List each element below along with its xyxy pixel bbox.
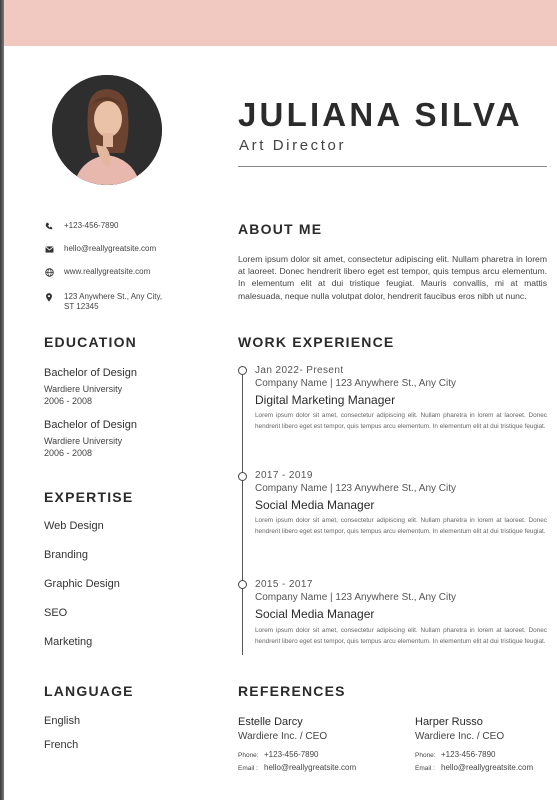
education-degree: Bachelor of Design xyxy=(44,419,137,431)
expertise-item: Branding xyxy=(44,549,89,561)
reference-email-value[interactable]: hello@reallygreatsite.com xyxy=(441,763,534,772)
timeline-line xyxy=(242,371,243,655)
contact-phone-text: +123-456-7890 xyxy=(64,221,119,230)
envelope-icon xyxy=(44,244,54,254)
phone-icon xyxy=(44,221,54,231)
education-degree: Bachelor of Design xyxy=(44,367,137,379)
location-pin-icon xyxy=(44,292,54,302)
expertise-item: SEO xyxy=(44,607,68,619)
reference-phone-value: +123-456-7890 xyxy=(441,750,496,759)
job-description: Lorem ipsum dolor sit amet, consectetur adipiscing elit. Nullam pharetra in lorem at laoreet. Donec hendrerit libero eget est tempor, quis tempus arcu elementum. In elementum elit at dui tristique feugiat. xyxy=(255,627,547,645)
job-title: Social Media Manager xyxy=(255,498,375,512)
candidate-name: JULIANA SILVA xyxy=(238,96,523,133)
references-heading: REFERENCES xyxy=(238,683,346,699)
work-heading: WORK EXPERIENCE xyxy=(238,334,395,350)
education-school: Wardiere University xyxy=(44,436,123,446)
language-item: French xyxy=(44,739,79,751)
about-text: Lorem ipsum dolor sit amet, consectetur adipiscing elit. Nullam pharetra in lorem at laoreet. Donec hendrerit libero eget est tempor, quis tempus arcu elementum. In elementum elit at dui tristique feugiat. Mauris convallis, mi at mattis malesuada, neque nulla volutpat dolor, hendrerit faucibus eros nibh ut nunc. xyxy=(238,254,547,301)
contact-address-text xyxy=(64,292,162,312)
timeline-dot xyxy=(238,580,247,589)
address-line-1: 123 Anywhere St., Any City, xyxy=(64,292,163,301)
reference-phone xyxy=(238,750,319,759)
timeline-dot xyxy=(238,472,247,481)
reference-company: Wardiere Inc. / CEO xyxy=(238,731,328,742)
contact-website xyxy=(44,267,150,277)
candidate-role: Art Director xyxy=(239,137,347,154)
contact-website-text[interactable]: www.reallygreatsite.com xyxy=(64,267,151,276)
job-company: Company Name | 123 Anywhere St., Any City xyxy=(255,378,457,389)
education-school: Wardiere University xyxy=(44,384,123,394)
job-title: Social Media Manager xyxy=(255,607,375,621)
expertise-heading: EXPERTISE xyxy=(44,489,134,505)
job-company: Company Name | 123 Anywhere St., Any City xyxy=(255,483,457,494)
reference-phone xyxy=(415,750,496,759)
profile-photo xyxy=(52,75,162,185)
page-edge-shadow xyxy=(0,0,4,800)
address-line-2: ST 12345 xyxy=(64,302,99,311)
contact-phone xyxy=(44,221,119,231)
job-title: Digital Marketing Manager xyxy=(255,393,396,407)
contact-address xyxy=(44,292,162,312)
reference-phone-value: +123-456-7890 xyxy=(264,750,319,759)
job-date: 2017 - 2019 xyxy=(255,470,313,481)
header-color-band xyxy=(4,0,557,46)
reference-email-value[interactable]: hello@reallygreatsite.com xyxy=(264,763,357,772)
education-heading: EDUCATION xyxy=(44,334,137,350)
language-item: English xyxy=(44,715,81,727)
timeline-dot xyxy=(238,366,247,375)
expertise-item: Web Design xyxy=(44,520,104,532)
reference-phone-label: Phone: xyxy=(415,752,436,759)
reference-email xyxy=(415,763,533,772)
reference-phone-label: Phone: xyxy=(238,752,259,759)
reference-name: Estelle Darcy xyxy=(238,716,303,728)
expertise-item: Graphic Design xyxy=(44,578,120,590)
reference-email xyxy=(238,763,356,772)
education-years: 2006 - 2008 xyxy=(44,396,93,406)
job-description: Lorem ipsum dolor sit amet, consectetur adipiscing elit. Nullam pharetra in lorem at laoreet. Donec hendrerit libero eget est tempor, quis tempus arcu elementum. In elementum elit at dui tristique feugiat. xyxy=(255,517,547,535)
contact-email xyxy=(44,244,156,254)
reference-email-label: Email : xyxy=(238,765,258,772)
job-date: Jan 2022- Present xyxy=(255,365,344,376)
education-years: 2006 - 2008 xyxy=(44,448,93,458)
about-heading: ABOUT ME xyxy=(238,221,323,237)
reference-company: Wardiere Inc. / CEO xyxy=(415,731,505,742)
job-company: Company Name | 123 Anywhere St., Any City xyxy=(255,592,457,603)
reference-name: Harper Russo xyxy=(415,716,483,728)
contact-email-text[interactable]: hello@reallygreatsite.com xyxy=(64,244,157,253)
job-date: 2015 - 2017 xyxy=(255,579,313,590)
title-divider xyxy=(238,166,547,167)
expertise-item: Marketing xyxy=(44,636,93,648)
reference-email-label: Email : xyxy=(415,765,435,772)
language-heading: LANGUAGE xyxy=(44,683,134,699)
globe-icon xyxy=(44,267,54,277)
job-description: Lorem ipsum dolor sit amet, consectetur adipiscing elit. Nullam pharetra in lorem at laoreet. Donec hendrerit libero eget est tempor, quis tempus arcu elementum. In elementum elit at dui tristique feugiat. xyxy=(255,412,547,430)
